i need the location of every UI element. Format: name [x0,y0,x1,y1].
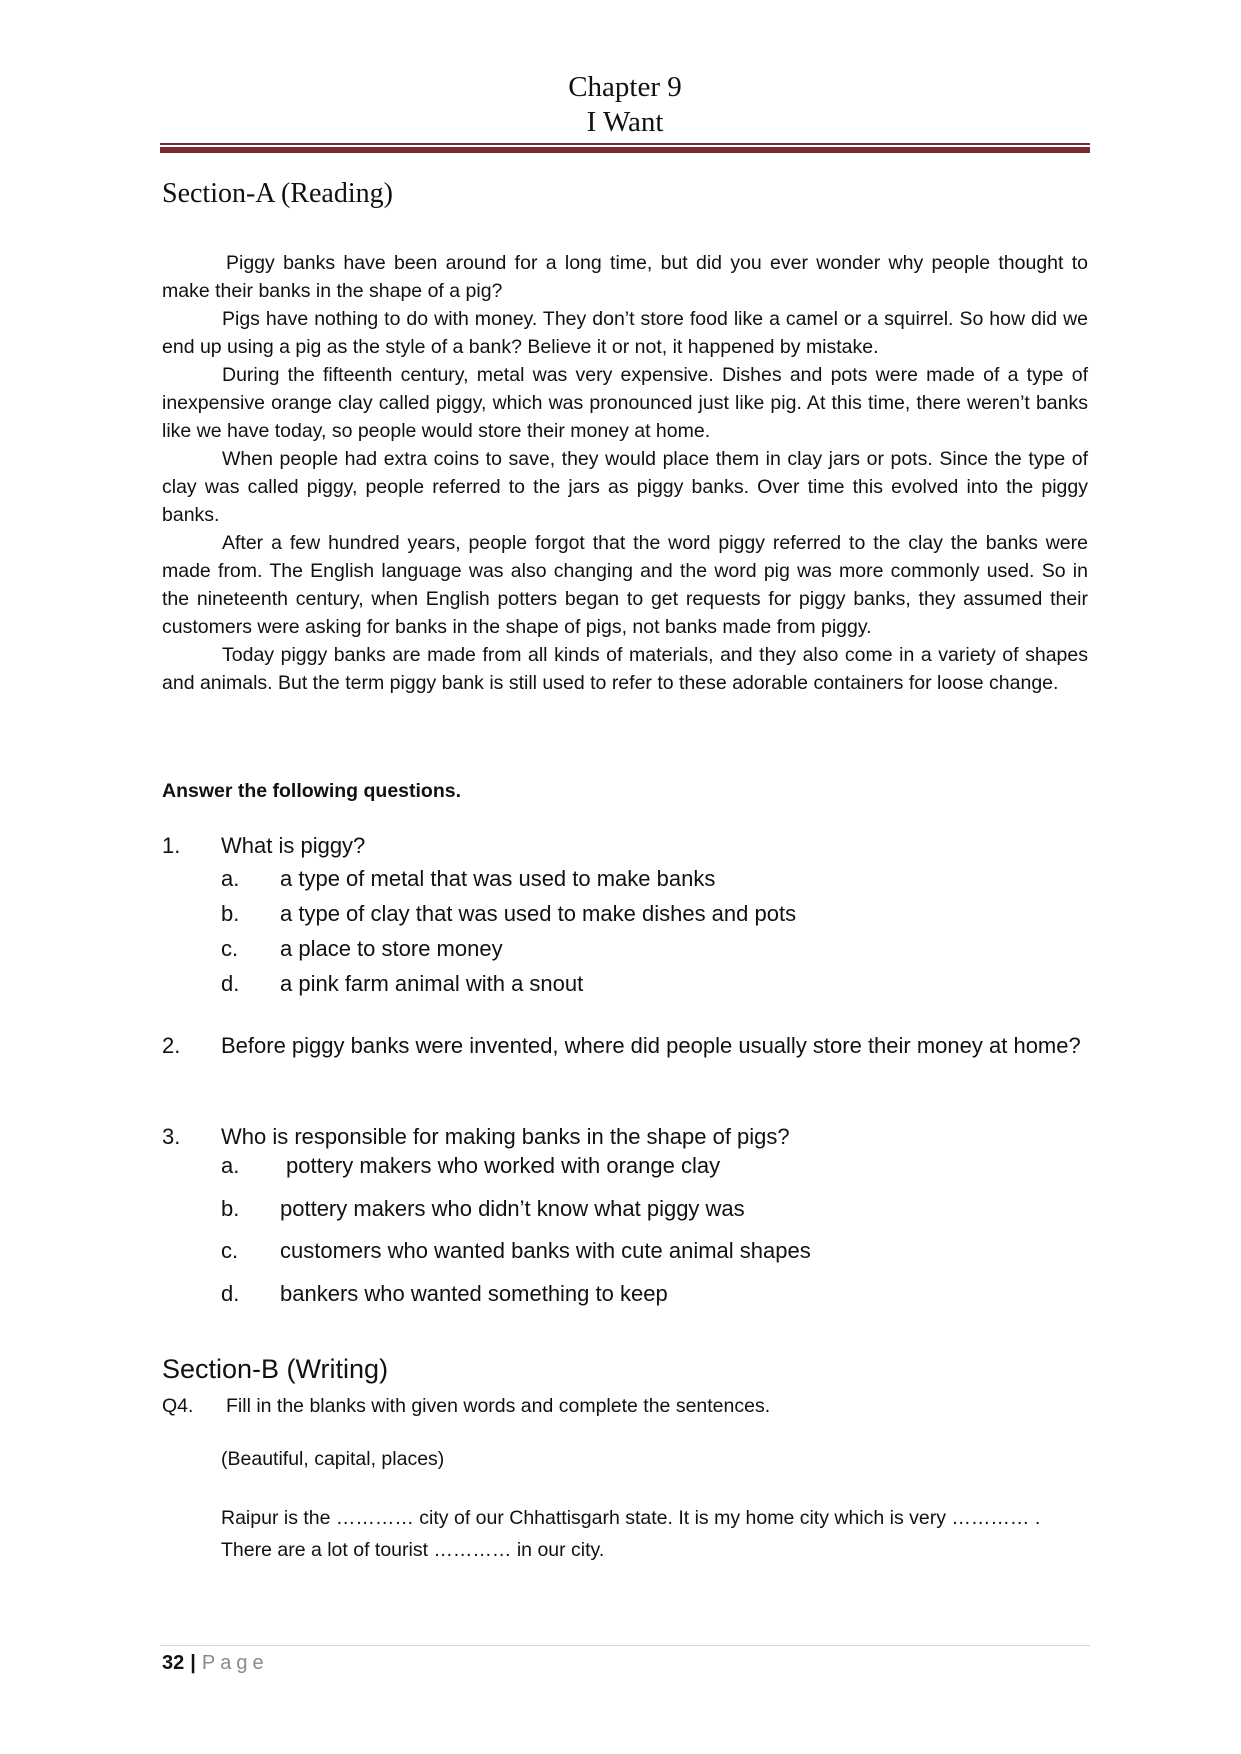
option-letter: c. [221,936,239,961]
chapter-number: Chapter 9 [568,71,682,103]
footer-separator: | [190,1652,196,1674]
question-number: 3. [162,1124,181,1149]
fill-line: There are a lot of tourist ………… in our city. [221,1539,605,1561]
question-number: Q4. [162,1395,194,1417]
option-letter: c. [221,1238,239,1263]
option-letter: b. [221,1196,240,1221]
passage-paragraph: Piggy banks have been around for a long time, but did you ever wonder why people thought to make their banks in the shape of a pig? [162,252,1088,302]
passage-paragraph: After a few hundred years, people forgot that the word piggy referred to the clay the banks were made from. The English language was also changing and the word pig was more commonly used. So in the nineteenth century, when English potters began to get requests for piggy banks, they assumed their customers were asking for banks in the shape of pigs, not banks made from piggy. [162,532,1088,638]
reading-passage [162,249,1088,697]
option-text: bankers who wanted something to keep [280,1281,668,1306]
question-number: 1. [162,833,181,858]
option-text: pottery makers who worked with orange clay [286,1153,721,1178]
option-text: a pink farm animal with a snout [280,971,584,996]
page-footer [162,1652,269,1675]
section-a-heading: Section-A (Reading) [162,178,393,209]
footer-rule [160,1645,1090,1646]
question-text: Who is responsible for making banks in the shape of pigs? [221,1124,790,1149]
question-text: Fill in the blanks with given words and complete the sentences. [226,1395,771,1417]
option-letter: a. [221,1153,240,1178]
section-b-heading: Section-B (Writing) [162,1354,389,1384]
option-letter: d. [221,1281,240,1306]
option-text: pottery makers who didn’t know what piggy was [280,1196,745,1221]
option-letter: b. [221,901,240,926]
chapter-header [160,70,1090,140]
fill-line: Raipur is the ………… city of our Chhattisgarh state. It is my home city which is very ………… . [221,1507,1041,1529]
question-2 [162,1031,1090,1093]
fill-in-paragraph [221,1502,1091,1566]
chapter-title: I Want [586,106,664,138]
passage-paragraph: Today piggy banks are made from all kinds of materials, and they also come in a variety of shapes and animals. But the term piggy bank is still used to refer to these adorable containers for loose change. [162,644,1088,694]
option-letter: a. [221,866,240,891]
option-text: a type of metal that was used to make banks [280,866,716,891]
passage-paragraph: Pigs have nothing to do with money. They don’t store food like a camel or a squirrel. So how did we end up using a pig as the style of a bank? Believe it or not, it happened by mistake. [162,308,1088,358]
page-label: Page [201,1652,269,1674]
answer-instructions: Answer the following questions. [162,780,462,802]
option-text: a place to store money [280,936,503,961]
header-rule-thin [160,143,1090,145]
question-text: What is piggy? [221,833,366,858]
passage-paragraph: When people had extra coins to save, they would place them in clay jars or pots. Since the type of clay was called piggy, people referred to the jars as piggy banks. Over time this evolved into the piggy banks. [162,448,1088,526]
option-text: customers who wanted banks with cute animal shapes [280,1238,811,1263]
question-text: Before piggy banks were invented, where did people usually store their money at home? [221,1033,1081,1058]
question-number: 2. [162,1033,181,1058]
header-rule-thick [160,147,1090,153]
option-letter: d. [221,971,240,996]
passage-paragraph: During the fifteenth century, metal was very expensive. Dishes and pots were made of a type of inexpensive orange clay called piggy, which was pronounced just like pig. At this time, there weren’t banks like we have today, so people would store their money at home. [162,364,1088,442]
word-bank: (Beautiful, capital, places) [221,1448,445,1470]
page-number: 32 [162,1652,185,1674]
option-text: a type of clay that was used to make dishes and pots [280,901,797,926]
